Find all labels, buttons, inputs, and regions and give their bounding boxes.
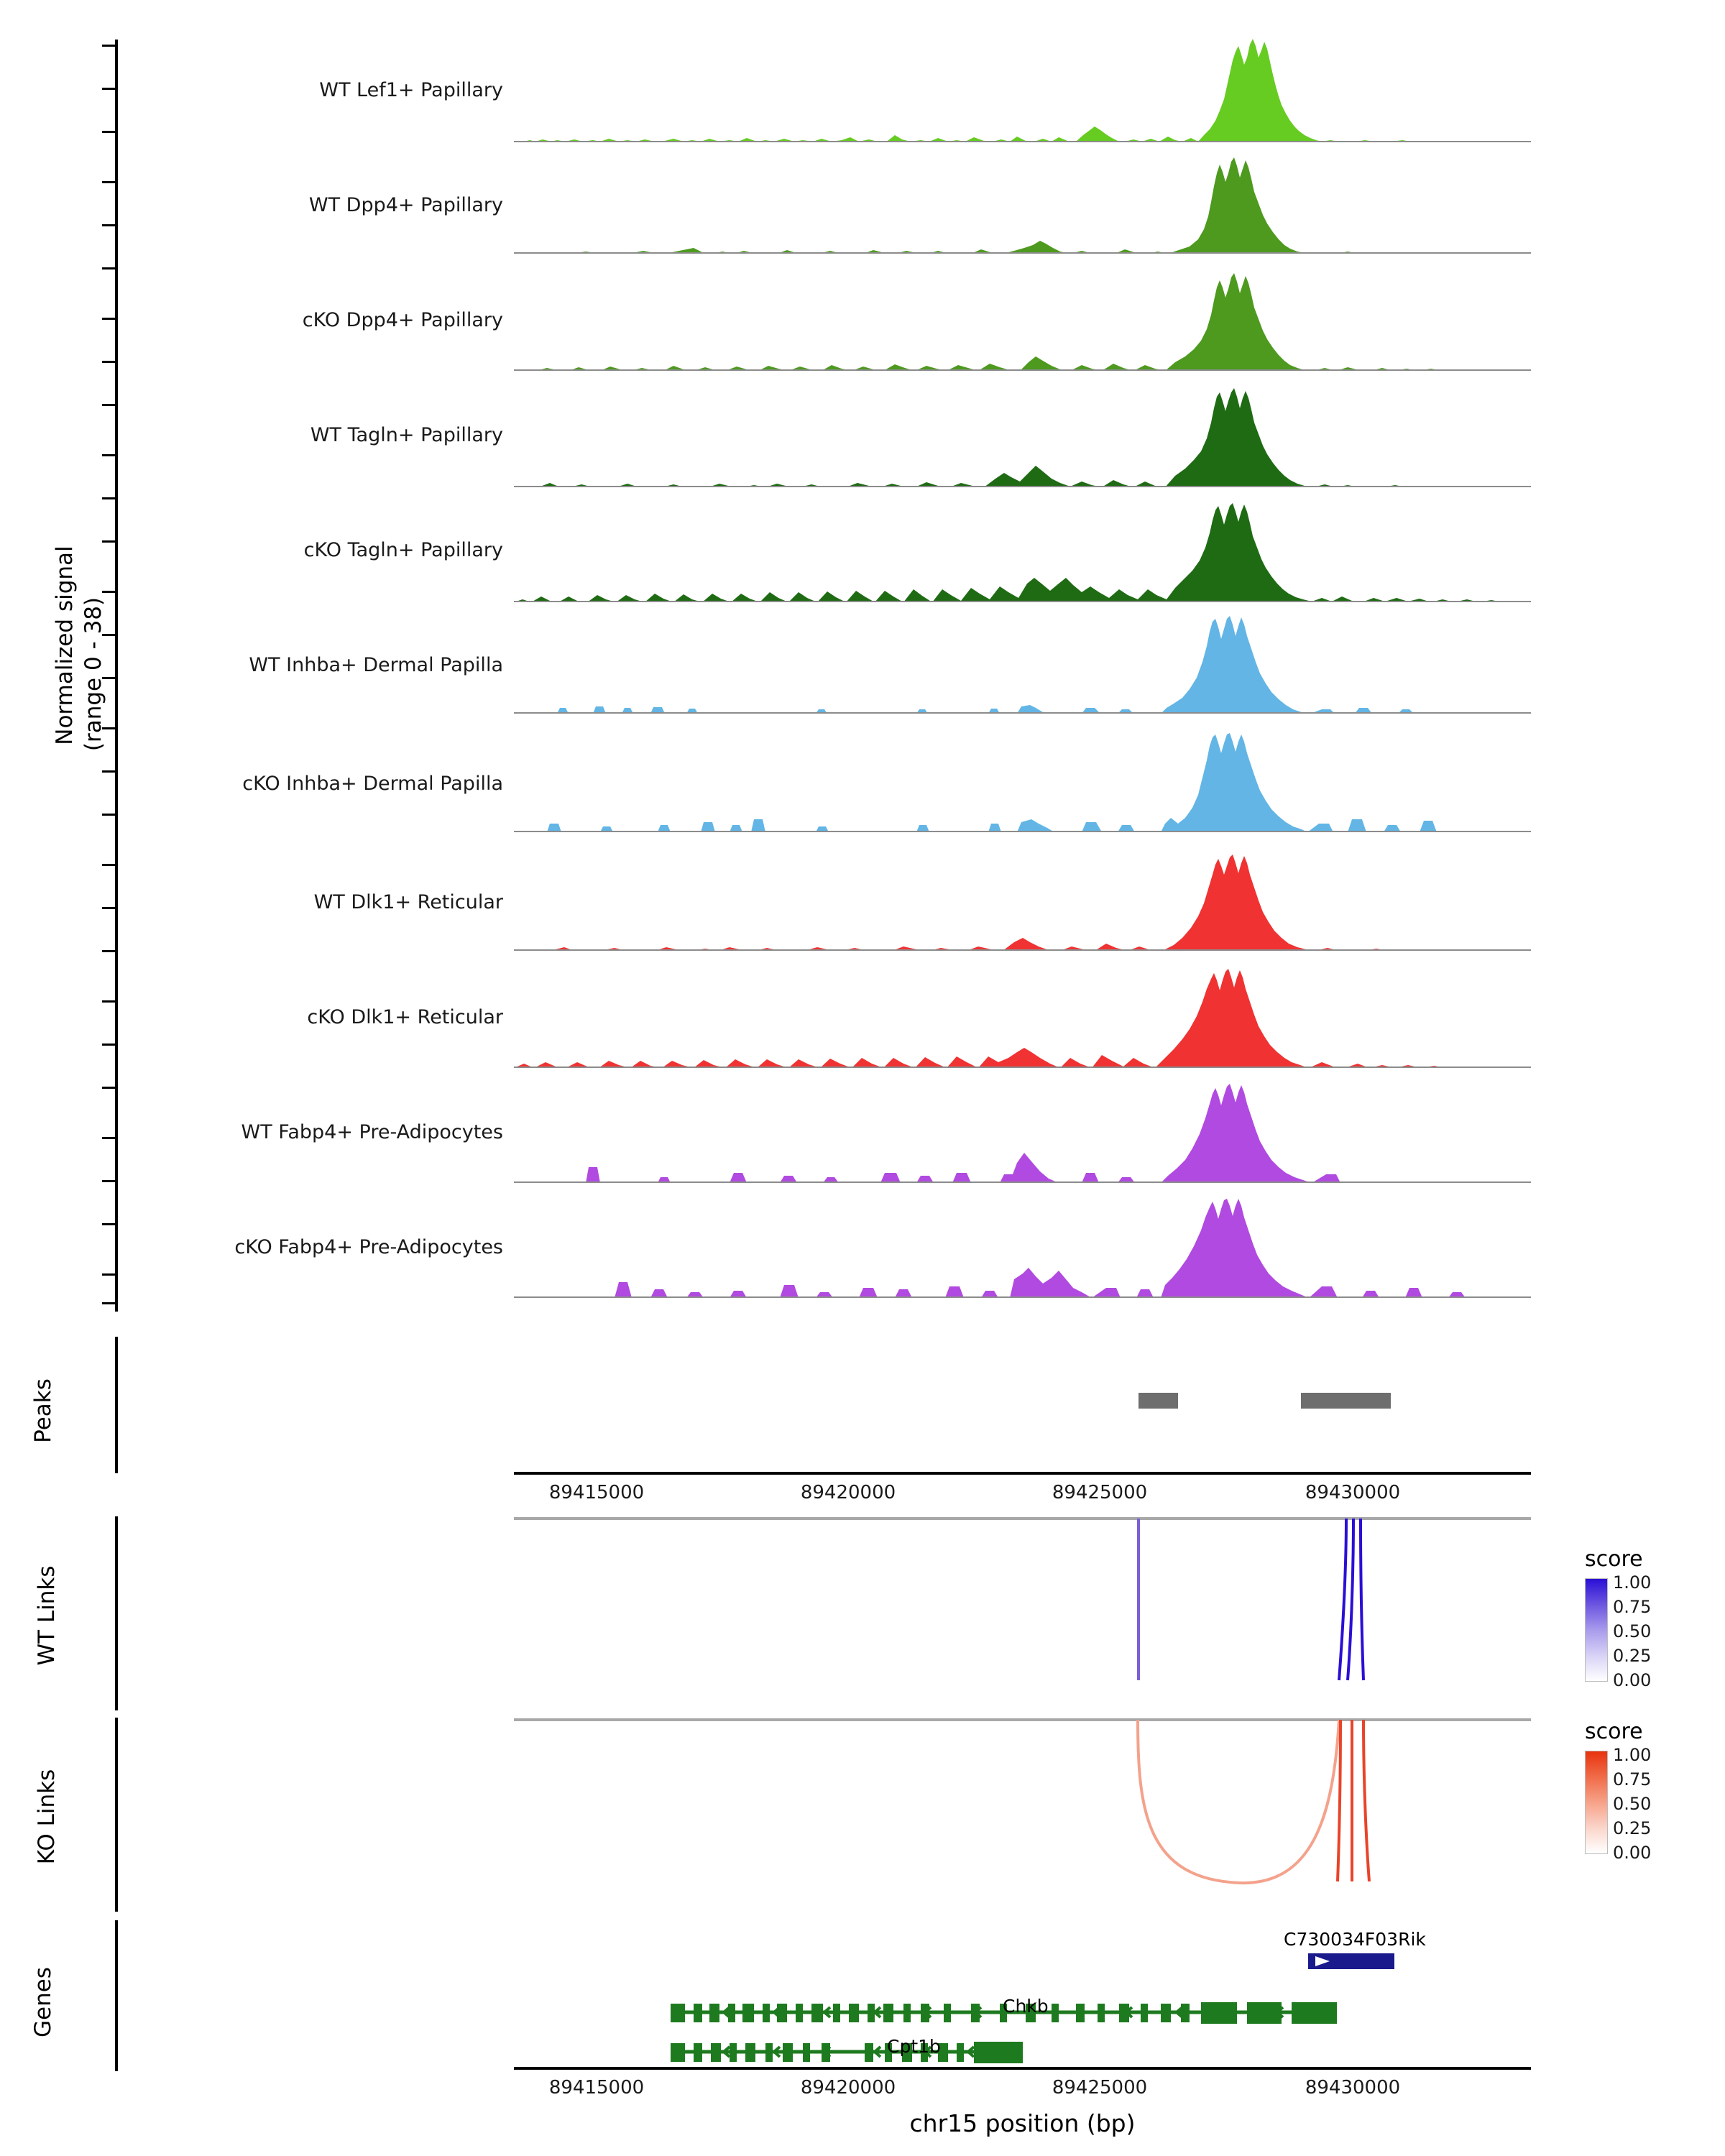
track-plot-cko-dpp4-papillary xyxy=(514,272,1531,371)
coverage-area-wt-lef1-papillary xyxy=(514,36,1531,142)
peaks-axis-spine xyxy=(115,1337,118,1473)
axis-tick xyxy=(102,950,118,952)
track-label-wt-dpp4-papillary: WT Dpp4+ Papillary xyxy=(308,194,503,216)
track-label-wt-inhba-dermal-papilla: WT Inhba+ Dermal Papilla xyxy=(249,654,503,676)
wt-links-section-label: WT Links xyxy=(34,1565,60,1666)
track-label-wt-tagln-papillary: WT Tagln+ Papillary xyxy=(310,424,503,446)
track-baseline xyxy=(514,141,1531,142)
axis-tick xyxy=(102,1044,118,1046)
track-plot-wt-fabp4-pre-adipocytes xyxy=(514,1084,1531,1183)
bottom-x-tick-label-1: 89415000 xyxy=(548,2077,645,2099)
ko-link-arc-1 xyxy=(1138,1720,1339,1883)
wt-legend-tick-4: 0.25 xyxy=(1613,1646,1652,1666)
track-plot-wt-inhba-dermal-papilla xyxy=(514,614,1531,714)
wt-link-4 xyxy=(1361,1519,1363,1680)
track-baseline xyxy=(514,601,1531,602)
coverage-area-wt-dlk1-reticular xyxy=(514,852,1531,951)
ko-links-section-label: KO Links xyxy=(34,1769,60,1865)
coverage-area-wt-inhba-dermal-papilla xyxy=(514,614,1531,714)
track-label-cko-tagln-papillary: cKO Tagln+ Papillary xyxy=(303,539,503,561)
ko-links-axis-spine xyxy=(115,1718,118,1912)
top-x-tick-label-4: 89430000 xyxy=(1305,1482,1401,1503)
ko-legend-tick-5: 0.00 xyxy=(1613,1843,1652,1863)
coverage-area-cko-tagln-papillary xyxy=(514,503,1531,602)
coverage-area-cko-inhba-dermal-papilla xyxy=(514,733,1531,832)
coverage-area-cko-fabp4-pre-adipocytes xyxy=(514,1199,1531,1298)
ko-links-legend-title: score xyxy=(1585,1719,1643,1744)
top-x-tick-label-2: 89420000 xyxy=(800,1482,896,1503)
wt-link-3 xyxy=(1348,1519,1353,1680)
axis-tick xyxy=(102,45,118,47)
gene-cpt1b xyxy=(671,2042,1023,2063)
track-baseline xyxy=(514,1296,1531,1298)
track-baseline xyxy=(514,1181,1531,1183)
ko-link-4 xyxy=(1363,1720,1369,1881)
axis-tick xyxy=(102,1180,118,1182)
bottom-x-axis-line xyxy=(514,2067,1531,2070)
top-x-axis-line xyxy=(514,1472,1531,1475)
ko-legend-tick-3: 0.50 xyxy=(1613,1794,1652,1814)
axis-tick xyxy=(102,224,118,226)
peak-region-1 xyxy=(1138,1393,1178,1409)
wt-links-axis-spine xyxy=(115,1516,118,1710)
ko-links-plot xyxy=(514,1718,1531,1912)
track-plot-wt-lef1-papillary xyxy=(514,36,1531,142)
track-baseline xyxy=(514,486,1531,487)
x-axis-title: chr15 position (bp) xyxy=(909,2109,1136,2137)
axis-tick xyxy=(102,1087,118,1089)
y-axis-title-line2: (range 0 - 38) xyxy=(80,596,106,752)
coverage-area-wt-fabp4-pre-adipocytes xyxy=(514,1084,1531,1183)
peaks-section-label: Peaks xyxy=(30,1378,56,1443)
wt-legend-tick-1: 1.00 xyxy=(1613,1572,1652,1593)
gene-label-chkb: Chkb xyxy=(1003,1996,1049,2017)
ko-links-legend-gradient xyxy=(1585,1751,1608,1854)
ko-legend-tick-2: 0.75 xyxy=(1613,1769,1652,1789)
wt-legend-tick-3: 0.50 xyxy=(1613,1621,1652,1641)
track-baseline xyxy=(514,831,1531,832)
gene-label-cpt1b: Cpt1b xyxy=(887,2036,941,2057)
axis-tick xyxy=(102,1223,118,1225)
track-label-cko-dlk1-reticular: cKO Dlk1+ Reticular xyxy=(307,1006,503,1028)
ko-legend-tick-1: 1.00 xyxy=(1613,1745,1652,1765)
genes-axis-spine xyxy=(115,1920,118,2071)
axis-tick xyxy=(102,1000,118,1003)
axis-tick xyxy=(102,1273,118,1276)
track-baseline xyxy=(514,252,1531,254)
wt-link-2 xyxy=(1339,1519,1346,1680)
track-label-cko-inhba-dermal-papilla: cKO Inhba+ Dermal Papilla xyxy=(242,773,503,795)
wt-links-svg xyxy=(514,1516,1531,1710)
bottom-x-tick-label-4: 89430000 xyxy=(1305,2077,1401,2099)
gene-c730034f03rik xyxy=(1308,1953,1394,1969)
ko-links-svg xyxy=(514,1718,1531,1912)
track-baseline xyxy=(514,1067,1531,1068)
coverage-area-cko-dpp4-papillary xyxy=(514,272,1531,371)
track-label-cko-fabp4-pre-adipocytes: cKO Fabp4+ Pre-Adipocytes xyxy=(234,1236,503,1258)
track-baseline xyxy=(514,712,1531,714)
axis-tick xyxy=(102,88,118,90)
wt-links-plot xyxy=(514,1516,1531,1710)
track-plot-cko-fabp4-pre-adipocytes xyxy=(514,1199,1531,1298)
track-label-wt-fabp4-pre-adipocytes: WT Fabp4+ Pre-Adipocytes xyxy=(241,1121,503,1143)
track-plot-cko-tagln-papillary xyxy=(514,503,1531,602)
track-plot-cko-dlk1-reticular xyxy=(514,969,1531,1068)
top-x-tick-label-1: 89415000 xyxy=(548,1482,645,1503)
track-label-wt-lef1-papillary: WT Lef1+ Papillary xyxy=(319,79,503,101)
axis-tick xyxy=(102,361,118,363)
top-x-tick-label-3: 89425000 xyxy=(1052,1482,1148,1503)
coverage-area-wt-tagln-papillary xyxy=(514,388,1531,487)
bottom-x-tick-label-3: 89425000 xyxy=(1052,2077,1148,2099)
track-plot-wt-dpp4-papillary xyxy=(514,155,1531,254)
axis-tick xyxy=(102,131,118,133)
coverage-area-cko-dlk1-reticular xyxy=(514,969,1531,1068)
track-plot-cko-inhba-dermal-papilla xyxy=(514,733,1531,832)
axis-tick xyxy=(102,267,118,270)
track-label-cko-dpp4-papillary: cKO Dpp4+ Papillary xyxy=(302,309,503,331)
genes-section-label: Genes xyxy=(30,1967,56,2037)
track-plot-wt-tagln-papillary xyxy=(514,388,1531,487)
gene-label-c730034f03rik: C730034F03Rik xyxy=(1284,1929,1426,1950)
bottom-x-tick-label-2: 89420000 xyxy=(800,2077,896,2099)
axis-tick xyxy=(102,181,118,183)
track-label-wt-dlk1-reticular: WT Dlk1+ Reticular xyxy=(313,891,503,913)
wt-links-legend-gradient xyxy=(1585,1578,1608,1682)
peak-region-2 xyxy=(1301,1393,1391,1409)
coverage-area-wt-dpp4-papillary xyxy=(514,155,1531,254)
wt-legend-tick-5: 0.00 xyxy=(1613,1670,1652,1690)
track-baseline xyxy=(514,369,1531,371)
y-axis-title-line1: Normalized signal xyxy=(52,545,78,745)
wt-links-legend-title: score xyxy=(1585,1547,1643,1572)
axis-tick xyxy=(102,318,118,320)
wt-legend-tick-2: 0.75 xyxy=(1613,1597,1652,1617)
axis-tick xyxy=(102,1302,118,1304)
ko-legend-tick-4: 0.25 xyxy=(1613,1818,1652,1838)
track-plot-wt-dlk1-reticular xyxy=(514,852,1531,951)
track-baseline xyxy=(514,949,1531,951)
